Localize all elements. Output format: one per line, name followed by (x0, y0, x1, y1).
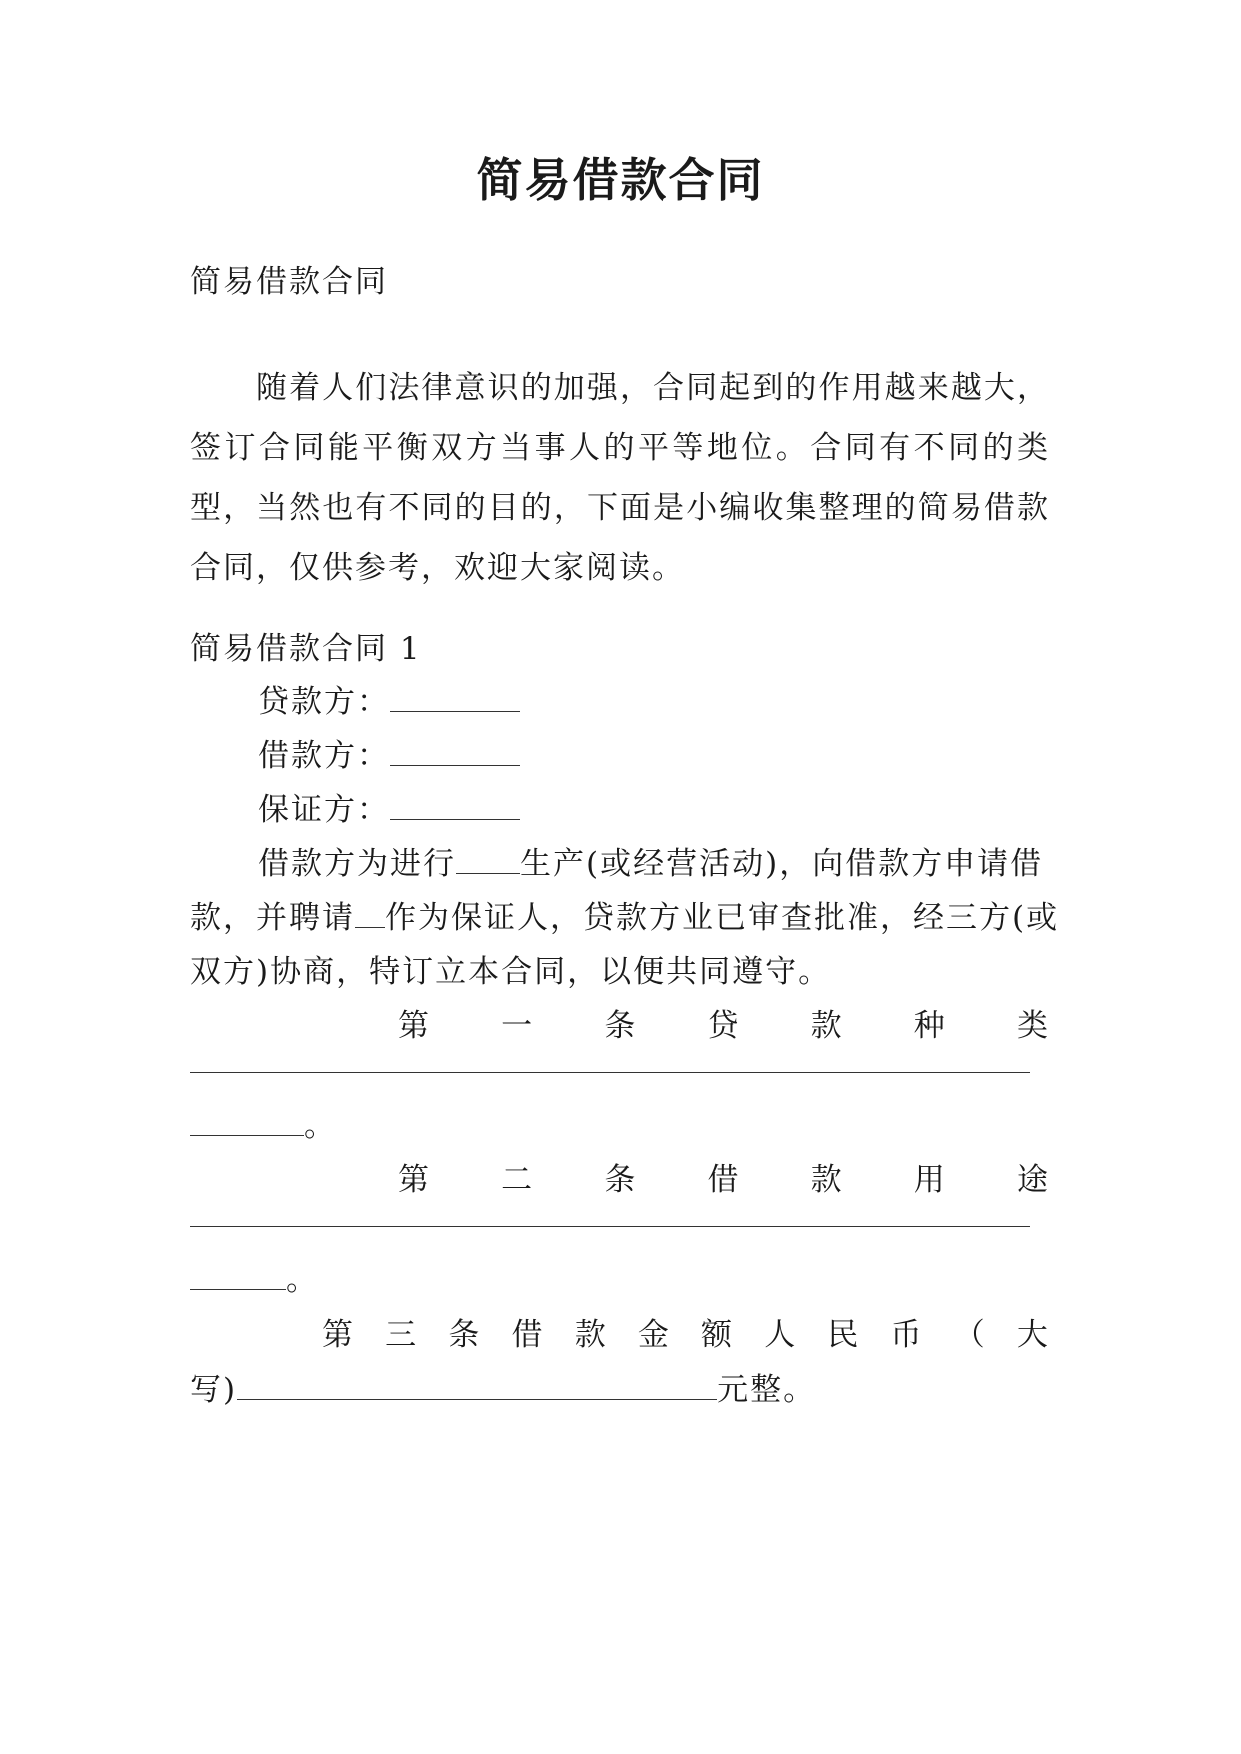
article-2-char: 第 (398, 1162, 429, 1198)
article-2-fill-line (190, 1226, 1030, 1227)
article-3-char: 额 (701, 1317, 733, 1353)
lender-blank (390, 677, 520, 712)
article-1-char: 贷 (707, 1008, 739, 1044)
guarantor-blank (390, 785, 520, 820)
document-title: 简易借款合同 (476, 153, 765, 207)
preamble-line-3 (190, 942, 1050, 1002)
article-3-char: 三 (385, 1317, 417, 1353)
intro-paragraph: 随着人们法律意识的加强，合同起到的作用越来越大，签订合同能平衡双方当事人的平等地位。合同有不同的类型，当然也有不同的目的，下面是小编收集整理的简易借款合同，仅供参考，欢迎大家阅读。 (190, 370, 1050, 586)
article-3-char: （ (953, 1317, 985, 1353)
article-3-char: 第 (322, 1317, 353, 1353)
contract-heading: 简易借款合同 1 (190, 631, 422, 667)
lender-line (190, 672, 1118, 732)
preamble-part4: 作为保证人，贷款方业已审查批准，经三方(或 (385, 900, 1060, 936)
article-1-tail (190, 1096, 337, 1156)
article-1-char: 第 (398, 1008, 429, 1044)
article-3-char: 币 (890, 1317, 922, 1353)
article-3-line2-end: 元整。 (717, 1372, 817, 1408)
article-3-heading (322, 1305, 1048, 1365)
article-2-char: 借 (707, 1162, 739, 1198)
preamble-part3: 款，并聘请 (190, 900, 355, 936)
production-blank (456, 839, 520, 874)
article-3-char: 大 (1016, 1317, 1048, 1353)
article-2-char: 条 (604, 1162, 636, 1198)
preamble-line-2 (190, 888, 1060, 948)
article-1-char: 类 (1016, 1008, 1048, 1044)
article-3-char: 金 (637, 1317, 669, 1353)
article-3-char: 条 (448, 1317, 480, 1353)
article-3-char: 民 (827, 1317, 859, 1353)
article-1-fill-line (190, 1072, 1030, 1073)
article-3-char: 借 (511, 1317, 543, 1353)
preamble-part1: 借款方为进行 (258, 846, 456, 882)
preamble-line-1 (190, 834, 1118, 894)
article-3-amount-line (190, 1360, 816, 1420)
article-2-end: 。 (286, 1262, 319, 1298)
guarantor-line (190, 780, 1118, 840)
preamble-part2: 生产(或经营活动)，向借款方申请借 (520, 846, 1044, 882)
document-subtitle: 简易借款合同 (190, 264, 388, 300)
article-3-line2-start: 写) (190, 1372, 238, 1408)
article-2-heading (398, 1150, 1048, 1210)
article-2-char: 二 (501, 1162, 533, 1198)
lender-label: 贷款方： (258, 684, 390, 720)
borrower-label: 借款方： (258, 738, 390, 774)
article-2-char: 途 (1016, 1162, 1048, 1198)
article-2-char: 用 (913, 1162, 945, 1198)
preamble-part5: 双方)协商，特订立本合同，以便共同遵守。 (190, 954, 832, 990)
amount-blank (237, 1365, 717, 1400)
borrower-blank (390, 731, 520, 766)
article-3-char: 款 (574, 1317, 606, 1353)
article-2-tail-blank (190, 1255, 286, 1290)
article-3-char: 人 (764, 1317, 796, 1353)
article-2-char: 款 (810, 1162, 842, 1198)
article-1-char: 种 (913, 1008, 945, 1044)
borrower-line (190, 726, 1118, 786)
guarantor-name-blank (355, 893, 385, 928)
article-1-tail-blank (190, 1101, 304, 1136)
article-1-heading (398, 996, 1048, 1056)
article-1-char: 款 (810, 1008, 842, 1044)
article-1-char: 一 (501, 1008, 533, 1044)
article-1-end: 。 (304, 1108, 337, 1144)
guarantor-label: 保证方： (258, 792, 390, 828)
article-1-char: 条 (604, 1008, 636, 1044)
article-2-tail (190, 1250, 319, 1310)
